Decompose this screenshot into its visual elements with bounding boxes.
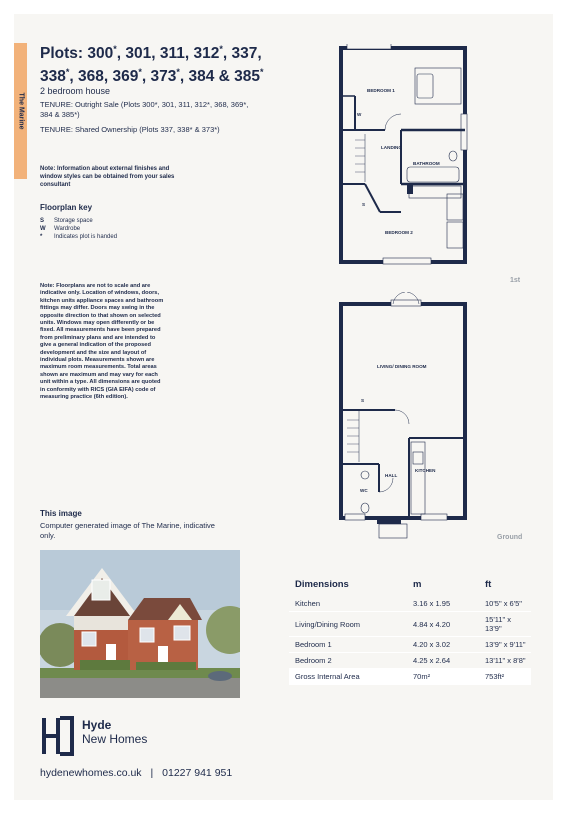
side-tab-label: The Marine [17, 92, 24, 130]
room-name: Kitchen [289, 596, 407, 612]
metres-heading: m [413, 579, 422, 590]
table-row [289, 596, 531, 612]
wall-pier [407, 184, 413, 194]
website-link[interactable]: hydenewhomes.co.uk [40, 767, 142, 779]
patio-doors [391, 300, 421, 306]
title-fragment: , 373 [141, 68, 177, 86]
room-metres: 4.25 x 2.64 [407, 653, 479, 669]
key-symbol: * [40, 234, 43, 240]
title-fragment: 338 [40, 68, 66, 86]
room-name: Living/Dining Room [289, 612, 407, 637]
brand-line-1: Hyde [82, 718, 112, 732]
window [461, 114, 467, 150]
total-area-row [289, 669, 531, 685]
page-title [40, 40, 310, 86]
key-item [40, 217, 93, 225]
room-name: Bedroom 2 [289, 653, 407, 669]
key-item [40, 233, 117, 241]
room-feet: 13'11" x 8'8" [479, 653, 531, 669]
brand-name [82, 718, 147, 746]
handed-marker: * [65, 67, 70, 78]
handed-marker: * [176, 67, 180, 78]
first-floor-label: 1st [510, 277, 521, 284]
entrance [377, 518, 401, 524]
title-fragment: , 384 & 385 [179, 68, 261, 86]
handed-marker: * [113, 44, 117, 54]
key-symbol: S [40, 218, 45, 224]
external-finishes-note: Note: Information about external finishes and window styles can be obtained from your sales consultant [40, 166, 175, 188]
room-label-living-dining: LIVING/ DINING ROOM [377, 364, 427, 369]
house-cgi-image [40, 550, 240, 698]
window [345, 514, 365, 520]
room-feet: 13'9" x 9'11" [479, 637, 531, 653]
ground-floor-plan [335, 292, 475, 560]
key-text: Indicates plot is handed [54, 234, 118, 240]
ground-floor-label: Ground [497, 534, 523, 541]
total-label: Gross Internal Area [289, 669, 407, 685]
dimensions-table [289, 577, 531, 685]
title-fragment: Plots: 300 [40, 45, 114, 63]
handed-marker: * [138, 67, 142, 78]
title-fragment: , 337, [222, 45, 262, 63]
total-feet: 753ft² [479, 669, 531, 685]
room-label-wc: WC [360, 488, 368, 493]
room-feet: 15'11" x 13'9" [479, 612, 531, 637]
room-metres: 4.84 x 4.20 [407, 612, 479, 637]
total-metres: 70m² [407, 669, 479, 685]
image-heading: This image [40, 509, 82, 518]
feet-heading: ft [485, 579, 492, 590]
room-label-bedroom-1: BEDROOM 1 [367, 88, 395, 93]
storage-label: S [361, 398, 365, 403]
window [383, 258, 431, 264]
storage-label: S [362, 202, 366, 207]
wardrobe-label: W [357, 112, 362, 117]
contact-line [40, 767, 232, 779]
key-text: Wardrobe [54, 226, 81, 232]
room-feet: 10'5" x 6'5" [479, 596, 531, 612]
room-name: Bedroom 1 [289, 637, 407, 653]
handed-marker: * [260, 67, 264, 78]
key-item [40, 225, 80, 233]
title-fragment: , 301, 311, 312 [116, 45, 220, 63]
first-floor-plan [335, 44, 475, 268]
room-metres: 3.16 x 1.95 [407, 596, 479, 612]
room-label-bedroom-2: BEDROOM 2 [385, 230, 413, 235]
room-label-landing: LANDING [381, 145, 402, 150]
image-caption: Computer generated image of The Marine, indicative only. [40, 521, 215, 540]
tenure-outright: TENURE: Outright Sale (Plots 300*, 301, 311, 312*, 368, 369*, 384 & 385*) [40, 100, 249, 119]
handed-marker: * [219, 44, 223, 54]
room-metres: 4.20 x 3.02 [407, 637, 479, 653]
table-row [289, 637, 531, 653]
dimensions-heading: Dimensions [295, 579, 349, 590]
room-label-hall: HALL [385, 473, 398, 478]
title-line-1 [40, 40, 310, 63]
key-symbol: W [40, 226, 46, 232]
room-label-kitchen: KITCHEN [415, 468, 436, 473]
dimensions-header-row [289, 577, 531, 596]
title-fragment: , 368, 369 [69, 68, 139, 86]
contact-separator: | [150, 767, 154, 779]
phone-number[interactable]: 01227 941 951 [162, 767, 233, 779]
window [347, 44, 391, 49]
brand-line-2: New Homes [82, 732, 148, 746]
title-line-2 [40, 63, 310, 86]
side-tab [14, 43, 27, 179]
room-label-bathroom: BATHROOM [413, 161, 440, 166]
window [421, 514, 447, 520]
table-row [289, 653, 531, 669]
floorplan-disclaimer: Note: Floorplans are not to scale and are indicative only. Location of windows, doors, kitchen units appliance spaces and bathroom fittings may differ. Doors may swing in the opposite direction to that shown on selected units. Windows may open differently or be fixed. All measurements have been prepared from preliminary plans and are intended to give a general indication of the proposed development and the size and layout of individual plots. Measurements shown are maximum room measurements. Total areas shown are maximum and may vary for each unit within a type. All dimensions are quoted in conformity with RICS (GIA EIFA) code of measuring practice (6th edition). [40, 283, 164, 401]
hyde-logo-icon [40, 716, 76, 756]
house-type: 2 bedroom house [40, 86, 111, 96]
key-text: Storage space [54, 218, 93, 224]
tenure-shared: TENURE: Shared Ownership (Plots 337, 338* & 373*) [40, 125, 220, 134]
floorplan-key-heading: Floorplan key [40, 203, 93, 212]
table-row [289, 612, 531, 637]
